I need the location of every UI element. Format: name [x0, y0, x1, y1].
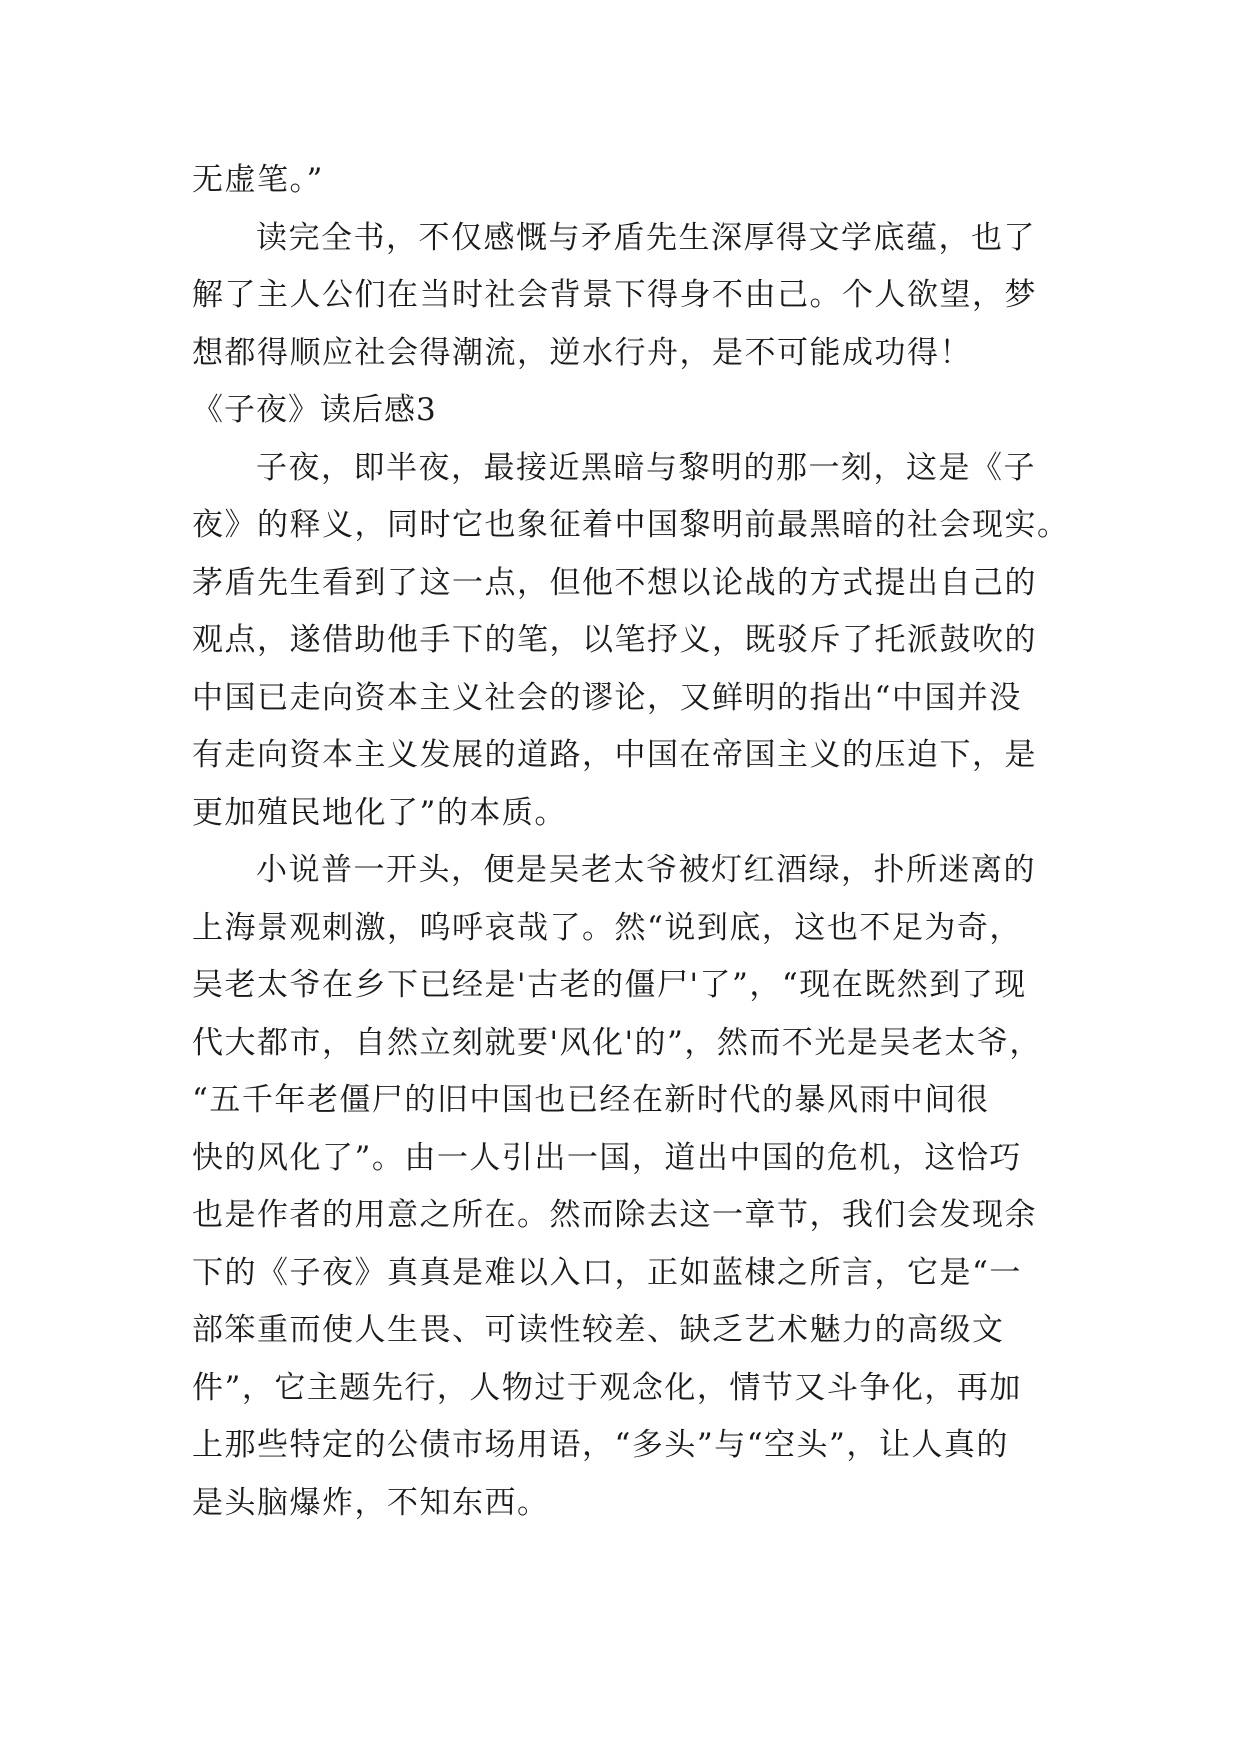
paragraph-first-line: 读完全书，不仅感慨与矛盾先生深厚得文学底蕴，也了 [256, 219, 1036, 256]
paragraph-first-line: 子夜，即半夜，最接近黑暗与黎明的那一刻，这是《子 [256, 449, 1036, 486]
text-line: 是头脑爆炸，不知东西。 [192, 1484, 550, 1521]
text-line: 想都得顺应社会得潮流，逆水行舟，是不可能成功得！ [192, 334, 972, 371]
text-line: 上海景观刺激，呜呼哀哉了。然“说到底，这也不足为奇， [192, 909, 1022, 946]
text-line: 部笨重而使人生畏、可读性较差、缺乏艺术魅力的高级文 [192, 1312, 1005, 1348]
text-line: “五千年老僵尸的旧中国也已经在新时代的暴风雨中间很 [192, 1082, 990, 1118]
text-line: 也是作者的用意之所在。然而除去这一章节，我们会发现余 [192, 1197, 1037, 1233]
text-line: 代大都市，自然立刻就要'风化'的”，然而不光是吴老太爷， [192, 1024, 1042, 1061]
document-body [192, 152, 1070, 1532]
text-line: 解了主人公们在当时社会背景下得身不由己。个人欲望，梦 [192, 277, 1037, 313]
text-line: 夜》的释义，同时它也象征着中国黎明前最黑暗的社会现实。 [192, 507, 1070, 543]
text-line: 有走向资本主义发展的道路，中国在帝国主义的压迫下，是 [192, 737, 1037, 773]
text-line: 中国已走向资本主义社会的谬论，又鲜明的指出“中国并没 [192, 679, 1022, 716]
text-line: 件”，它主题先行，人物过于观念化，情节又斗争化，再加 [192, 1369, 1022, 1406]
text-line: 更加殖民地化了”的本质。 [192, 794, 567, 831]
text-line: 无虚笔。” [192, 162, 324, 198]
text-line: 快的风化了”。由一人引出一国，道出中国的危机，这恰巧 [192, 1139, 1022, 1176]
text-line: 上那些特定的公债市场用语，“多头”与“空头”，让人真的 [192, 1427, 1009, 1463]
text-line: 吴老太爷在乡下已经是'古老的僵尸'了”，“现在既然到了现 [192, 967, 1027, 1003]
section-heading: 《子夜》读后感3 [192, 392, 437, 428]
text-line: 下的《子夜》真真是难以入口，正如蓝棣之所言，它是“一 [192, 1254, 1022, 1291]
text-line: 观点，遂借助他手下的笔，以笔抒义，既驳斥了托派鼓吹的 [192, 622, 1037, 658]
paragraph-first-line: 小说普一开头，便是吴老太爷被灯红酒绿，扑所迷离的 [256, 852, 1036, 888]
text-line: 茅盾先生看到了这一点，但他不想以论战的方式提出自己的 [192, 564, 1037, 601]
